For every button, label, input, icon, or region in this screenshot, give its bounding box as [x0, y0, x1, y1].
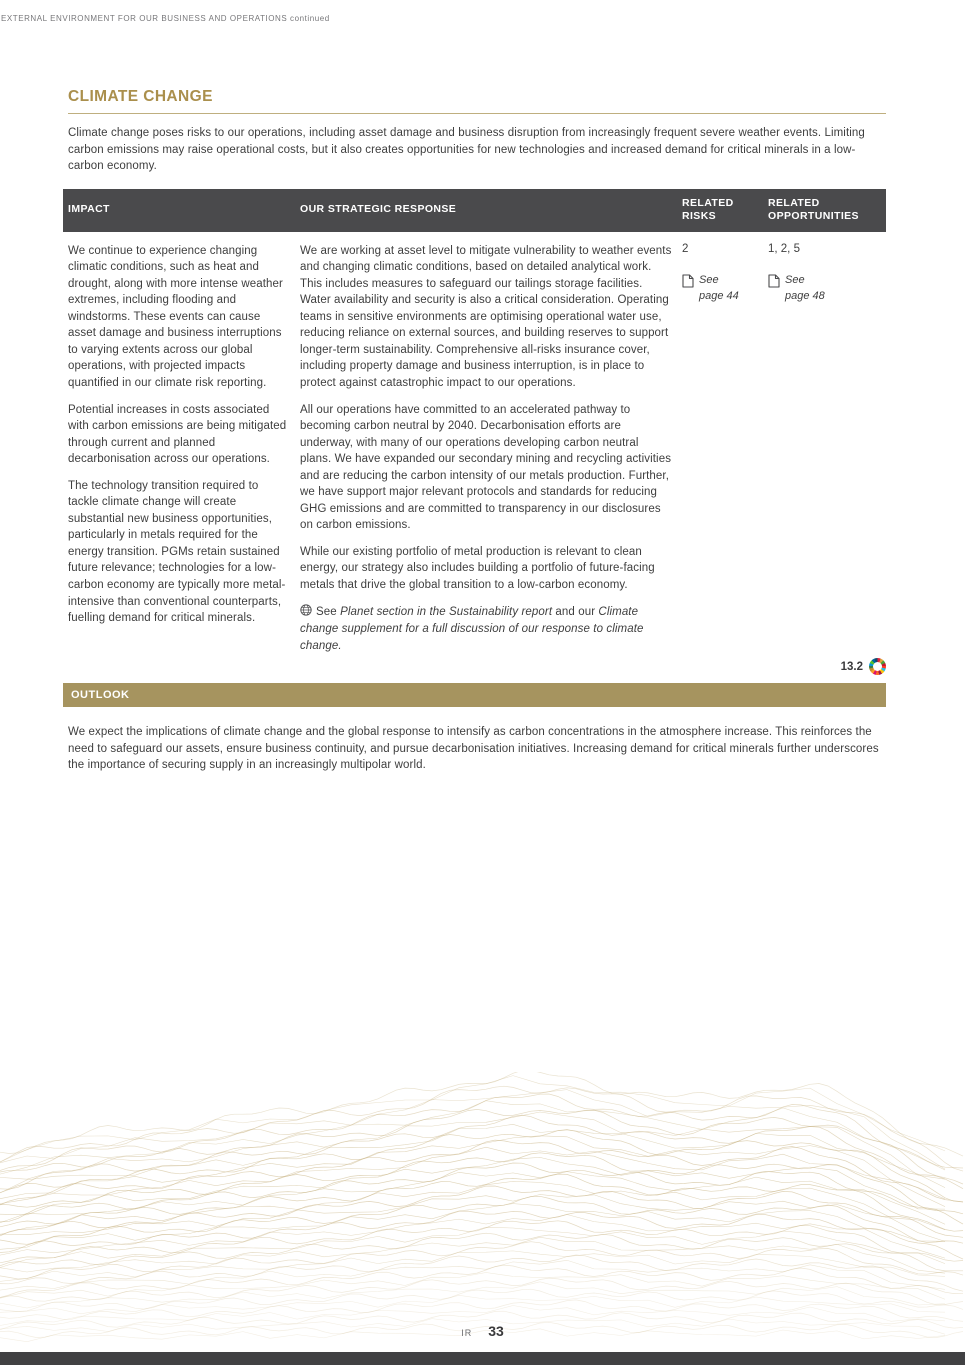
note-text: See [316, 605, 341, 618]
column-header-impact: IMPACT [68, 203, 110, 216]
note-report-name: Climate change supplement for a full discussion of our response to climate change. [300, 605, 644, 652]
wireframe-terrain-decoration [0, 1072, 965, 1352]
page-icon [768, 273, 780, 305]
see-page-label [785, 273, 825, 305]
table-header-row [63, 189, 886, 232]
column-header-related-opportunities: RELATED OPPORTUNITIES [768, 196, 859, 223]
see-word: See [785, 273, 805, 286]
table-body-row [63, 232, 886, 655]
outlook-section-header: OUTLOOK [63, 683, 886, 707]
column-header-related-risks: RELATED RISKS [682, 196, 734, 223]
response-paragraph: While our existing portfolio of metal production is relevant to clean energy, our strategy also includes building a portfolio of future-facing metals that drive the global transition to a low-carbon economy. [300, 545, 655, 592]
see-word: See [699, 273, 719, 286]
related-risks-column [682, 243, 758, 305]
page-ref: page 44 [699, 289, 739, 302]
bottom-bar [0, 1352, 965, 1365]
page-number: 33 [488, 1323, 504, 1339]
response-paragraph: We are working at asset level to mitigate vulnerability to weather events and changing climatic conditions, based on detailed analytical work. This includes measures to safeguard our tailings storage facilities. Water availability and security is also a critical consideration. Operating teams in sensitive environments are optimising operational water use, reducing reliance on external sources, and building reserves to support longer-term sustainability. Comprehensive all-risks insurance cover, including property damage and business interruption, is in place to protect against catastrophic impact to our operations. [300, 244, 672, 390]
page-footer [461, 1323, 504, 1339]
related-opportunities-column [768, 243, 886, 305]
impact-column [63, 243, 290, 627]
page-icon [682, 273, 694, 305]
related-risks-value: 2 [682, 242, 689, 255]
impact-paragraph: The technology transition required to tackle climate change will create substantial new business opportunities, particularly in metals required for the energy transition. PGMs retain sustained future relevance; technologies for a low-carbon economy are typically more metal- intensive than conventional counterparts, fuelling demand for critical minerals. [68, 479, 286, 625]
globe-icon [300, 604, 312, 622]
impact-paragraph: Potential increases in costs associated with carbon emissions are being mitigated through current and planned decarbonisation across our operations. [68, 403, 287, 466]
related-opportunities-value: 1, 2, 5 [768, 242, 800, 255]
intro-paragraph: Climate change poses risks to our operations, including asset damage and business disruption from increasingly frequent severe weather events. Limiting carbon emissions may raise operational costs, but it also creates opportunities for new technologies and increased demand for critical minerals in a low-carbon economy. [68, 127, 865, 173]
sdg-reference-row [63, 658, 886, 675]
sdg-target-number: 13.2 [840, 660, 863, 673]
response-paragraph: All our operations have committed to an accelerated pathway to becoming carbon neutral by 2040. Decarbonisation efforts are underway, with many of our operations developing carbon neutral plans. We have expanded our secondary mining and recycling activities and are reducing the carbon intensity of our metals production. Further, we have support major relevant protocols and standards for reducing GHG emissions and are committed to transparency in our disclosures on carbon emissions. [300, 403, 672, 532]
impact-paragraph: We continue to experience changing climatic conditions, such as heat and drought, along with more intense weather extremes, including flooding and windstorms. These events can cause asset damage and business interruptions to varying extents across our global operations, with projected impacts quantified in our climate risk reporting. [68, 244, 283, 390]
outlook-paragraph: We expect the implications of climate change and the global response to intensify as carbon concentrations in the atmosphere increase. This reinforces the need to safeguard our assets, ensure business continuity, and pursue decarbonisation initiatives. Increasing demand for critical minerals further underscores the importance of securing supply in an increasingly multipolar world. [68, 726, 879, 772]
strategic-response-column [300, 243, 672, 655]
note-report-name: Planet section in the Sustainability report [340, 605, 553, 618]
column-header-strategic-response: OUR STRATEGIC RESPONSE [300, 203, 457, 216]
see-page-48-link[interactable] [768, 273, 886, 305]
page-content [63, 0, 886, 774]
running-header: EXTERNAL ENVIRONMENT FOR OUR BUSINESS AND OPERATIONS continued [1, 14, 330, 23]
impact-response-table [63, 189, 886, 655]
note-text: and our [552, 605, 599, 618]
page-ref: page 48 [785, 289, 825, 302]
section-title-block [68, 88, 886, 114]
sdg-wheel-icon [869, 658, 886, 675]
see-page-label [699, 273, 739, 305]
see-page-44-link[interactable] [682, 273, 758, 305]
report-label: IR [461, 1328, 473, 1338]
section-title: CLIMATE CHANGE [68, 88, 213, 105]
cross-reference-note [300, 604, 672, 655]
